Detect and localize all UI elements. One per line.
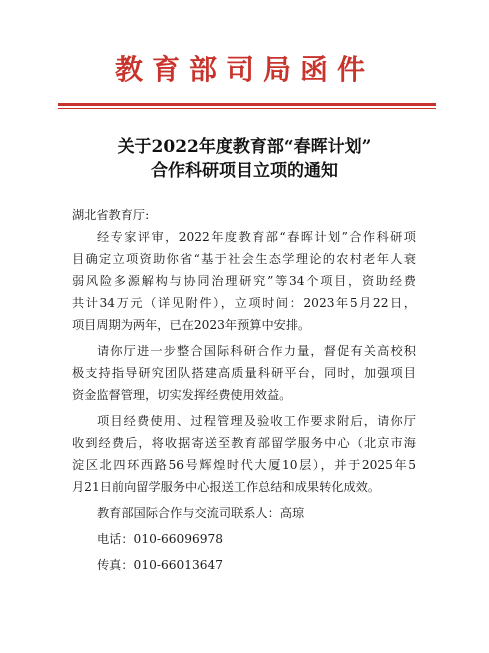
paragraph1-line1: 经专家评审，2022年度教育部“春晖计划”合作科研项 — [97, 230, 416, 244]
paragraph2-line1: 请你厅进一步整合国际科研合作力量，督促有关高校积 — [97, 344, 416, 358]
paragraph2-line3: 资金监督管理，切实发挥经费使用效益。 — [72, 388, 292, 402]
paragraph3-line2: 收到经费后，将收据寄送至教育部留学服务中心（北京市海 — [72, 436, 416, 450]
letterhead-rule-thick — [58, 103, 436, 106]
letterhead-title: 教育部司局函件 — [114, 53, 374, 86]
paragraph2-line2: 极支持指导研究团队搭建高质量科研平台，同时，加强项目 — [72, 366, 416, 380]
addressee: 湖北省教育厅: — [72, 208, 150, 222]
contact-fax: 传真：010-66013647 — [97, 558, 223, 572]
paragraph1-line2: 目确定立项资助你省“基于社会生态学理论的农村老年人衰 — [72, 252, 416, 266]
document-title-line1: 关于2022年度教育部“春晖计划” — [117, 137, 372, 157]
paragraph3-line3: 淀区北四环西路56号辉煌时代大厦10层），并于2025年5 — [72, 458, 416, 472]
contact-person: 教育部国际合作与交流司联系人：高琼 — [97, 506, 305, 520]
paragraph3-line1: 项目经费使用、过程管理及验收工作要求附后，请你厅 — [97, 414, 416, 428]
paragraph3-line4: 月21日前向留学服务中心报送工作总结和成果转化成效。 — [72, 480, 381, 494]
contact-phone: 电话：010-66096978 — [97, 532, 223, 546]
letterhead-rule-thin — [58, 108, 436, 109]
document-body — [72, 204, 416, 576]
paragraph1-line3: 弱风险多源解构与协同治理研究”等34个项目，资助经费 — [72, 274, 416, 288]
paragraph1-line5: 项目周期为两年，已在2023年预算中安排。 — [72, 318, 311, 332]
document-title-line2: 合作科研项目立项的通知 — [151, 161, 338, 181]
paragraph1-line4: 共计34万元（详见附件），立项时间：2023年5月22日， — [72, 296, 416, 310]
